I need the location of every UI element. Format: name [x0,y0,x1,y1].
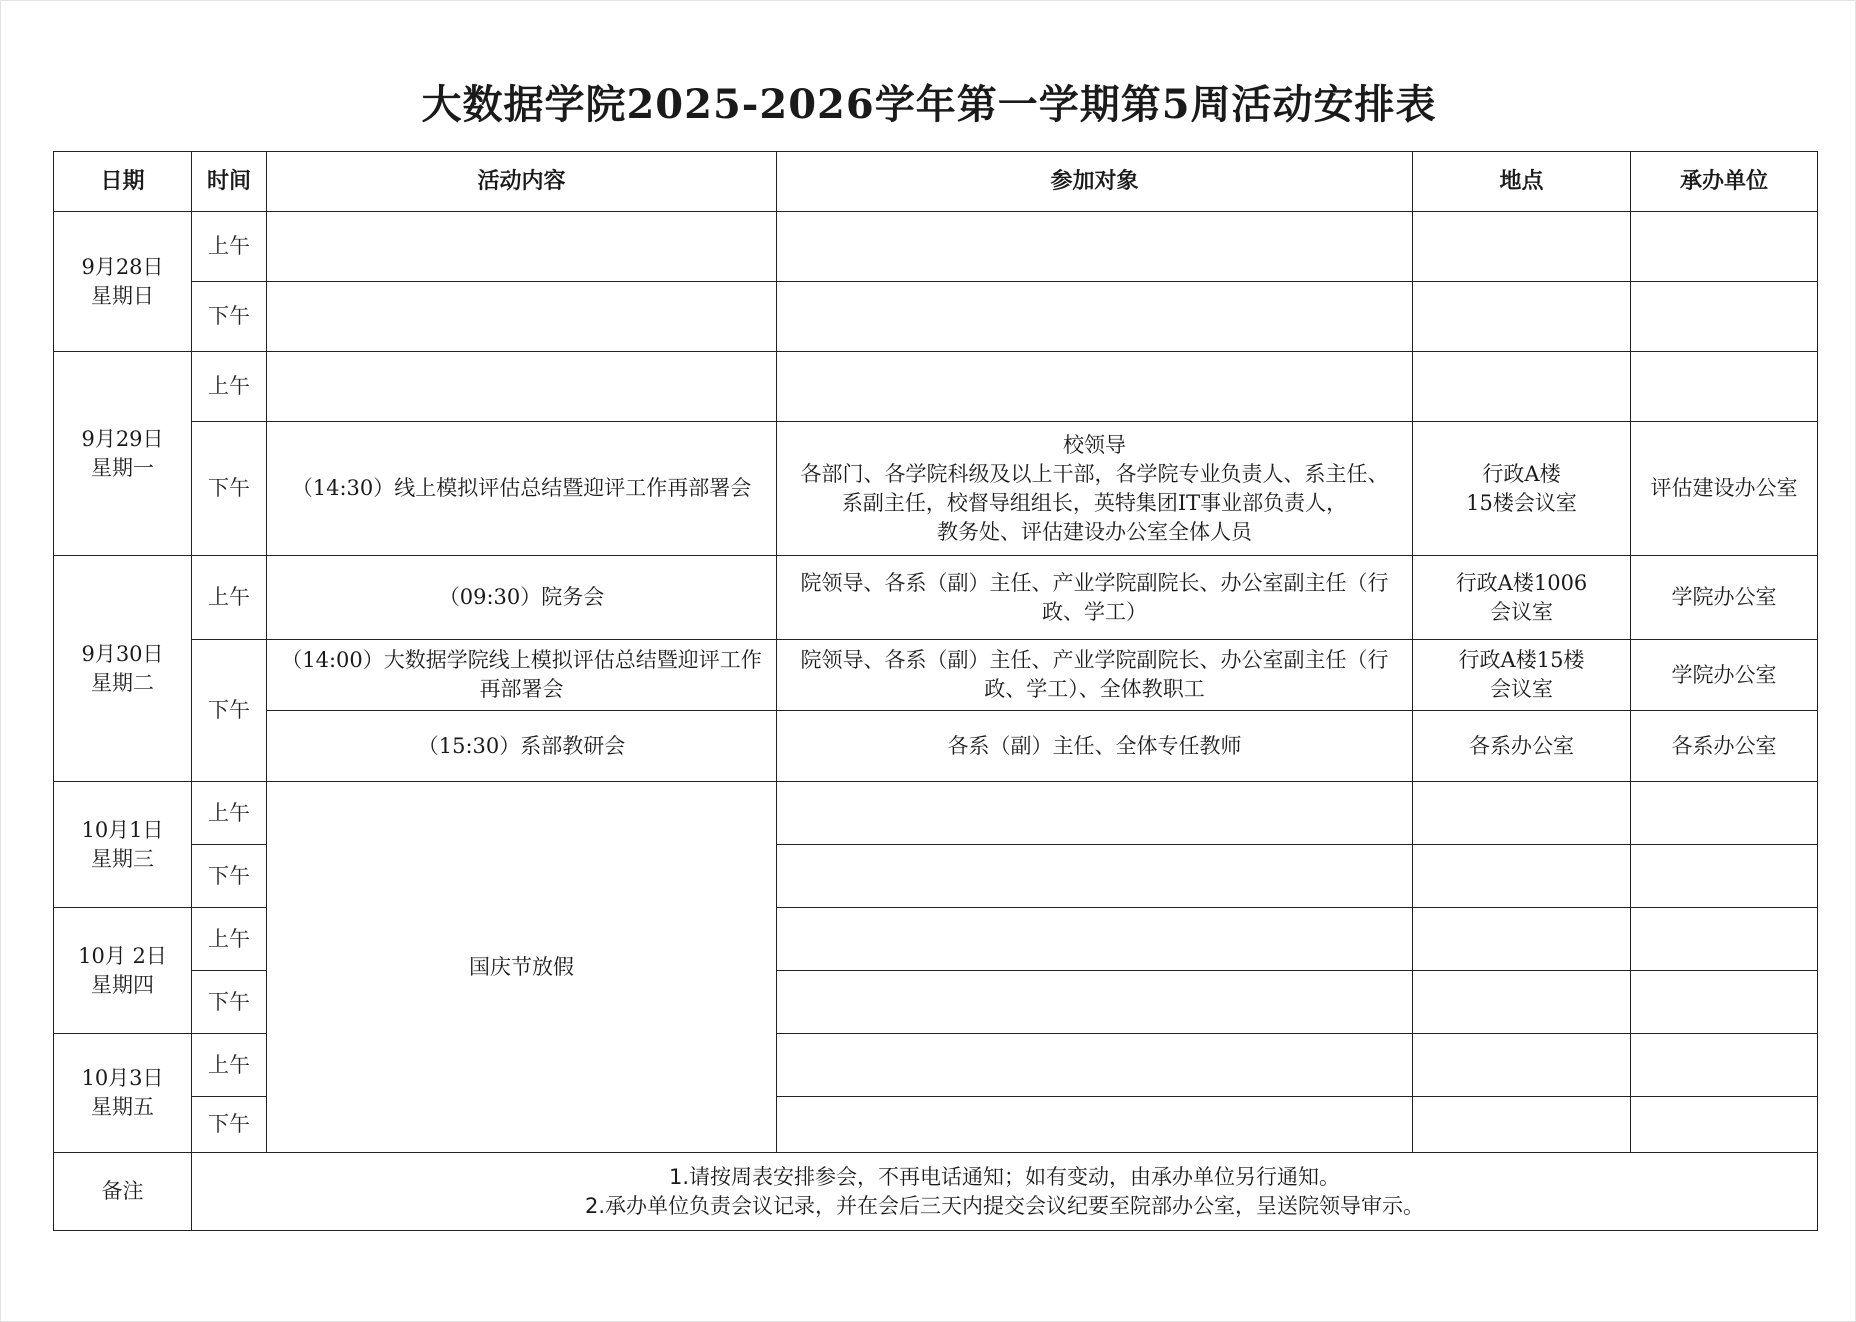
date-cell [54,556,192,782]
activity-cell [267,352,777,422]
organizer-cell [1631,782,1818,845]
location-line: 15楼会议室 [1466,490,1577,515]
weekday-label: 星期一 [91,455,154,480]
participants-cell [777,282,1413,352]
table-row [54,782,1818,845]
participants-cell [777,1097,1413,1153]
header-date: 日期 [54,152,192,212]
location-line: 行政A楼15楼 [1458,648,1585,672]
location-cell [1413,1097,1631,1153]
holiday-cell: 国庆节放假 [267,782,777,1153]
date-label: 10月 2日 [78,943,167,968]
table-row [54,640,1818,711]
schedule-table [53,151,1818,1231]
date-label: 9月28日 [81,254,164,279]
table-row [54,352,1818,422]
date-label: 9月29日 [81,426,164,451]
header-row [54,152,1818,212]
period-pm: 下午 [192,971,267,1034]
period-am: 上午 [192,908,267,971]
organizer-cell [1631,908,1818,971]
participants-line: 政、学工）、全体教职工 [984,677,1205,701]
organizer-cell [1631,212,1818,282]
participants-cell [777,212,1413,282]
activity-cell: （15:30）系部教研会 [267,711,777,782]
participants-line: 系副主任，校督导组组长，英特集团IT事业部负责人， [841,490,1348,515]
location-cell [1413,640,1631,711]
location-cell: 各系办公室 [1413,711,1631,782]
weekday-label: 星期五 [91,1095,154,1119]
organizer-cell [1631,1034,1818,1097]
weekday-label: 星期四 [91,972,154,997]
activity-cell [267,640,777,711]
weekday-label: 星期二 [91,670,154,695]
activity-cell [267,282,777,352]
location-cell [1413,282,1631,352]
participants-line: 院领导、各系（副）主任、产业学院副院长、办公室副主任（行 [800,570,1389,595]
table-row [54,556,1818,640]
participants-cell [777,782,1413,845]
date-cell [54,212,192,352]
organizer-cell: 各系办公室 [1631,711,1818,782]
location-line: 会议室 [1490,677,1553,701]
location-line: 行政A楼 [1482,461,1561,486]
organizer-cell [1631,971,1818,1034]
participants-cell [777,908,1413,971]
header-location: 地点 [1413,152,1631,212]
header-organizer: 承办单位 [1631,152,1818,212]
table-row [54,282,1818,352]
participants-line: 各部门、各学院科级及以上干部，各学院专业负责人、系主任、 [800,461,1389,486]
participants-cell [777,1034,1413,1097]
participants-cell [777,422,1413,556]
period-am: 上午 [192,352,267,422]
period-pm: 下午 [192,422,267,556]
location-line: 行政A楼1006 [1455,570,1588,595]
participants-line: 政、学工） [1042,599,1147,624]
notes-row [54,1153,1818,1231]
date-label: 9月30日 [81,641,164,666]
date-cell [54,782,192,908]
date-label: 10月1日 [81,817,164,842]
location-line: 会议室 [1490,599,1553,624]
period-am: 上午 [192,212,267,282]
header-participants: 参加对象 [777,152,1413,212]
activity-line: （14:00）大数据学院线上模拟评估总结暨迎评工作 [281,648,762,672]
organizer-cell [1631,282,1818,352]
location-cell [1413,971,1631,1034]
notes-cell [192,1153,1818,1231]
activity-cell [267,212,777,282]
participants-line: 校领导 [1063,432,1126,457]
period-pm: 下午 [192,282,267,352]
participants-cell [777,845,1413,908]
period-pm: 下午 [192,640,267,782]
location-cell [1413,782,1631,845]
location-cell [1413,422,1631,556]
location-cell [1413,845,1631,908]
participants-cell [777,352,1413,422]
participants-cell [777,556,1413,640]
table-row [54,212,1818,282]
table-row [54,711,1818,782]
date-label: 10月3日 [81,1066,164,1090]
organizer-cell: 学院办公室 [1631,640,1818,711]
location-cell [1413,1034,1631,1097]
organizer-cell: 学院办公室 [1631,556,1818,640]
period-am: 上午 [192,1034,267,1097]
organizer-cell [1631,845,1818,908]
location-cell [1413,212,1631,282]
participants-line: 院领导、各系（副）主任、产业学院副院长、办公室副主任（行 [800,648,1389,672]
period-pm: 下午 [192,845,267,908]
participants-cell [777,640,1413,711]
location-cell [1413,352,1631,422]
participants-cell: 各系（副）主任、全体专任教师 [777,711,1413,782]
activity-cell: （09:30）院务会 [267,556,777,640]
activity-cell: （14:30）线上模拟评估总结暨迎评工作再部署会 [267,422,777,556]
weekday-label: 星期日 [91,283,154,308]
date-cell [54,1034,192,1153]
note-item: 1.请按周表安排参会，不再电话通知；如有变动，由承办单位另行通知。 [668,1164,1341,1189]
location-cell [1413,556,1631,640]
header-time: 时间 [192,152,267,212]
date-cell [54,908,192,1034]
location-cell [1413,908,1631,971]
period-am: 上午 [192,782,267,845]
participants-cell [777,971,1413,1034]
participants-line: 教务处、评估建设办公室全体人员 [937,519,1252,544]
header-activity: 活动内容 [267,152,777,212]
period-pm: 下午 [192,1097,267,1153]
activity-line: 再部署会 [479,677,564,701]
note-item: 2.承办单位负责会议记录，并在会后三天内提交会议纪要至院部办公室，呈送院领导审示。 [584,1193,1425,1218]
organizer-cell [1631,1097,1818,1153]
weekday-label: 星期三 [91,846,154,871]
date-cell [54,352,192,556]
period-am: 上午 [192,556,267,640]
table-row [54,422,1818,556]
organizer-cell [1631,352,1818,422]
organizer-cell: 评估建设办公室 [1631,422,1818,556]
page-title: 大数据学院2025-2026学年第一学期第5周活动安排表 [421,81,1437,128]
notes-label: 备注 [54,1153,192,1231]
